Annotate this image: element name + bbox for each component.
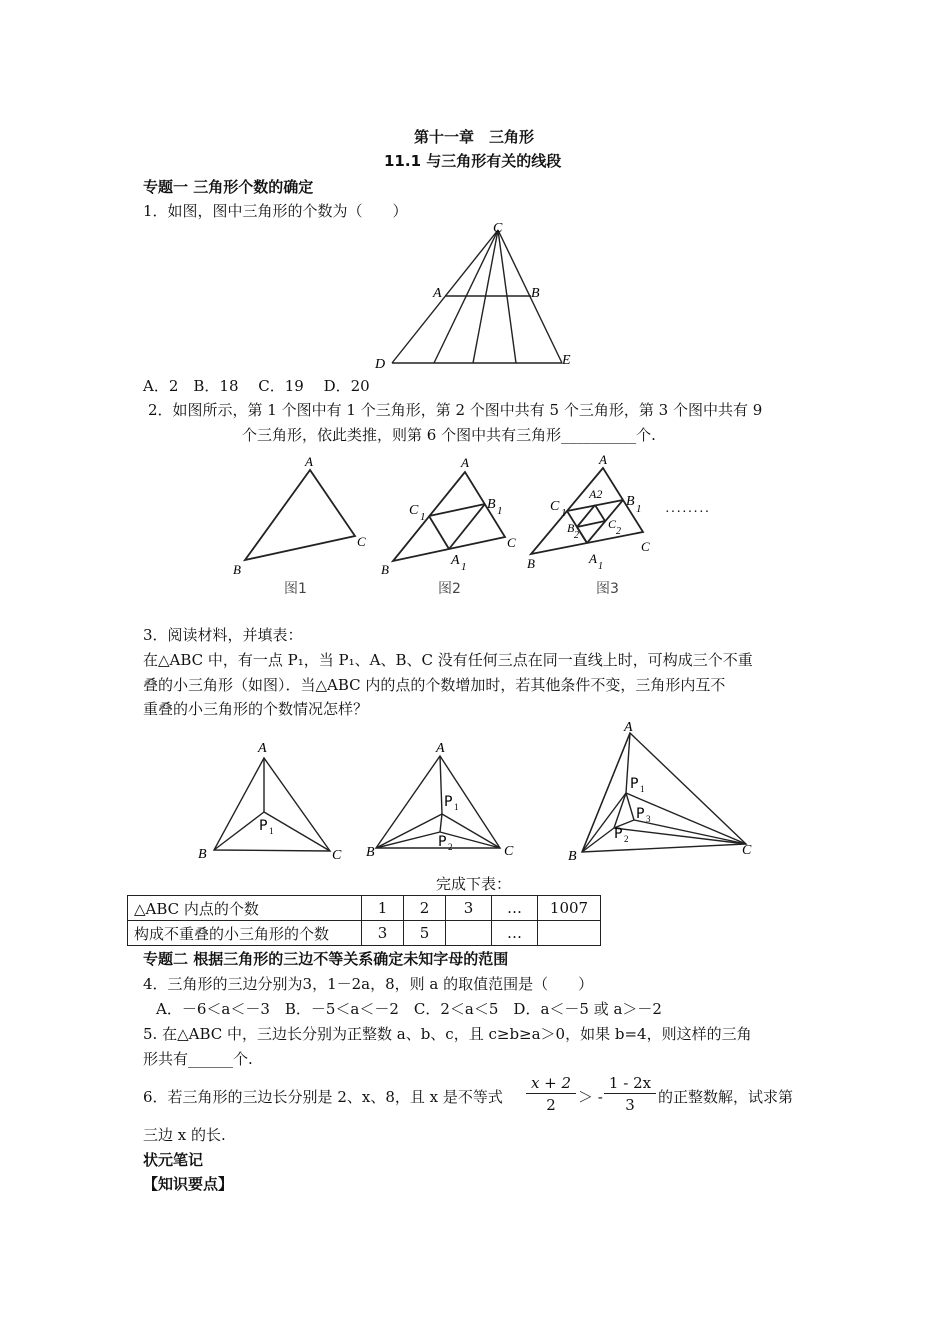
question-3-line2: 在△ABC 中，有一点 P₁，当 P₁、A、B、C 没有任何三点在同一直线上时，可构成三个不重: [143, 651, 753, 669]
fig3-label-a1-sub: 1: [598, 561, 603, 572]
table-cell: …: [492, 896, 538, 921]
fig3-label-a: A: [599, 452, 607, 467]
fig1-label-c: C: [357, 534, 366, 549]
fig2-label-c: C: [507, 535, 516, 550]
q3b-label-p2: P: [438, 834, 447, 850]
fig2-label-b1: B: [487, 497, 496, 512]
chapter-title: 第十一章 三角形: [414, 128, 535, 146]
table-cell: [538, 921, 601, 946]
label-c: C: [493, 221, 503, 236]
fig2-label-a1-sub: 1: [461, 561, 467, 573]
continuation-dots: ········: [665, 505, 711, 520]
table-cell: 2: [404, 896, 446, 921]
triangle-count-table: [127, 895, 601, 946]
q3a-label-a: A: [258, 741, 267, 756]
q1-figure: [370, 218, 590, 374]
fig3-label-c1-sub: 1: [561, 507, 567, 519]
fig2-label-a1: A: [451, 553, 460, 568]
q3c-label-p2: P: [614, 826, 623, 842]
table-cell: 构成不重叠的小三角形的个数: [128, 921, 362, 946]
table-cell: 3: [446, 896, 492, 921]
q3c-label-b: B: [568, 849, 577, 864]
table-cell: 5: [404, 921, 446, 946]
question-4: 4．三角形的三边分别为3，1－2a，8，则 a 的取值范围是（ ）: [143, 975, 594, 993]
q3-figures: [190, 718, 770, 866]
question-6-text: 6．若三角形的三边长分别是 2、x、8，且 x 是不等式: [143, 1088, 503, 1106]
table-row: [128, 896, 601, 921]
question-5-line1: 5. 在△ABC 中，三边长分别为正整数 a、b、c，且 c≥b≥a＞0，如果 b=4，则这样的三角: [143, 1025, 752, 1043]
table-cell: …: [492, 921, 538, 946]
label-b: B: [531, 286, 540, 301]
fraction-2-denominator: 3: [625, 1096, 635, 1114]
fig3-label-b1: B: [626, 494, 635, 509]
q3c-label-p1-sub: 1: [640, 784, 645, 794]
table-cell: [446, 921, 492, 946]
fig3-label-b1-sub: 1: [636, 503, 642, 515]
topic2-title: 专题二 根据三角形的三边不等关系确定未知字母的范围: [143, 950, 509, 968]
q3a-label-p-sub: 1: [269, 826, 274, 836]
question-3-line1: 3．阅读材料，并填表：: [143, 626, 303, 644]
question-5-line2: 形共有______个.: [143, 1050, 253, 1068]
fig3-label-c1: C: [550, 499, 560, 514]
question-2-line2: 个三角形，依此类推，则第 6 个图中共有三角形__________个.: [242, 426, 656, 444]
q3c-label-p2-sub: 2: [624, 834, 629, 844]
q3b-label-p1: P: [444, 794, 453, 810]
fraction-1: [526, 1073, 576, 1116]
fig3-label-c: C: [641, 539, 650, 554]
section-title: 11.1 与三角形有关的线段: [384, 152, 562, 170]
label-a: A: [433, 286, 442, 301]
fraction-1-denominator: 2: [546, 1096, 556, 1114]
question-6-text-end: 的正整数解，试求第: [658, 1088, 794, 1106]
fig3-label-b2: B: [567, 521, 575, 535]
q2-figures: [225, 450, 725, 600]
q3c-label-p3: P: [636, 806, 645, 822]
q3c-label-c: C: [742, 843, 752, 858]
q3c-label-a: A: [624, 720, 633, 735]
fig3-label-b: B: [527, 556, 535, 571]
fig2-label-c1: C: [409, 503, 419, 518]
q3b-label-p2-sub: 2: [448, 842, 453, 852]
fig2-label-a: A: [461, 455, 469, 470]
q3c-label-p1: P: [630, 776, 639, 792]
table-cell: 3: [362, 921, 404, 946]
fig3-caption: 图3: [596, 581, 619, 597]
q3a-label-c: C: [332, 848, 342, 863]
q3a-label-b: B: [198, 847, 207, 862]
question-2-line1: 2．如图所示，第 1 个图中有 1 个三角形，第 2 个图中共有 5 个三角形，第 3 个图中共有 9: [148, 401, 763, 419]
question-6-line2: 三边 x 的长.: [143, 1126, 226, 1144]
topic1-title: 专题一 三角形个数的确定: [143, 178, 314, 196]
table-cell: 1007: [538, 896, 601, 921]
q3b-label-c: C: [504, 844, 514, 859]
q3a-label-p: P: [259, 818, 268, 834]
table-cell: 1: [362, 896, 404, 921]
notes-title: 状元笔记: [143, 1151, 204, 1169]
fig3-label-b2-sub: 2: [574, 530, 579, 541]
fraction-2: [604, 1073, 656, 1116]
fig3-label-c2-sub: 2: [616, 526, 621, 537]
fig1-label-a: A: [305, 454, 313, 469]
fig1-label-b: B: [233, 562, 241, 577]
table-row: [128, 921, 601, 946]
q3b-label-p1-sub: 1: [454, 802, 459, 812]
q3b-label-b: B: [366, 845, 375, 860]
q3b-label-a: A: [436, 741, 445, 756]
fig2-label-b: B: [381, 562, 389, 577]
fraction-2-numerator: 1 - 2x: [604, 1073, 656, 1094]
knowledge-points-title: 【知识要点】: [143, 1175, 234, 1193]
label-d: D: [375, 357, 386, 372]
fraction-1-numerator: x + 2: [526, 1073, 576, 1094]
fig1-caption: 图1: [284, 581, 307, 597]
question-4-options: A．－6＜a＜－3 B．－5＜a＜－2 C．2＜a＜5 D．a＜－5 或 a＞－2: [156, 1000, 662, 1018]
question-1-options: A．2 B．18 C．19 D．20: [143, 377, 370, 395]
fig2-caption: 图2: [438, 581, 461, 597]
fig3-label-a1: A: [589, 551, 597, 566]
q3c-label-p3-sub: 3: [646, 814, 651, 824]
table-cell: △ABC 内点的个数: [128, 896, 362, 921]
question-3-line4: 重叠的小三角形的个数情况怎样？: [143, 700, 369, 718]
question-1: 1．如图，图中三角形的个数为（ ）: [143, 202, 408, 220]
fig2-label-c1-sub: 1: [420, 511, 426, 523]
fig2-label-b1-sub: 1: [497, 505, 503, 517]
fig3-label-c2: C: [608, 517, 617, 531]
table-caption: 完成下表：: [436, 875, 512, 893]
inequality-sign: ＞ -: [578, 1088, 603, 1106]
question-3-line3: 叠的小三角形（如图）．当△ABC 内的点的个数增加时，若其他条件不变，三角形内互不: [143, 676, 726, 694]
fig3-label-a2: A2: [589, 487, 603, 501]
label-e: E: [562, 353, 571, 368]
